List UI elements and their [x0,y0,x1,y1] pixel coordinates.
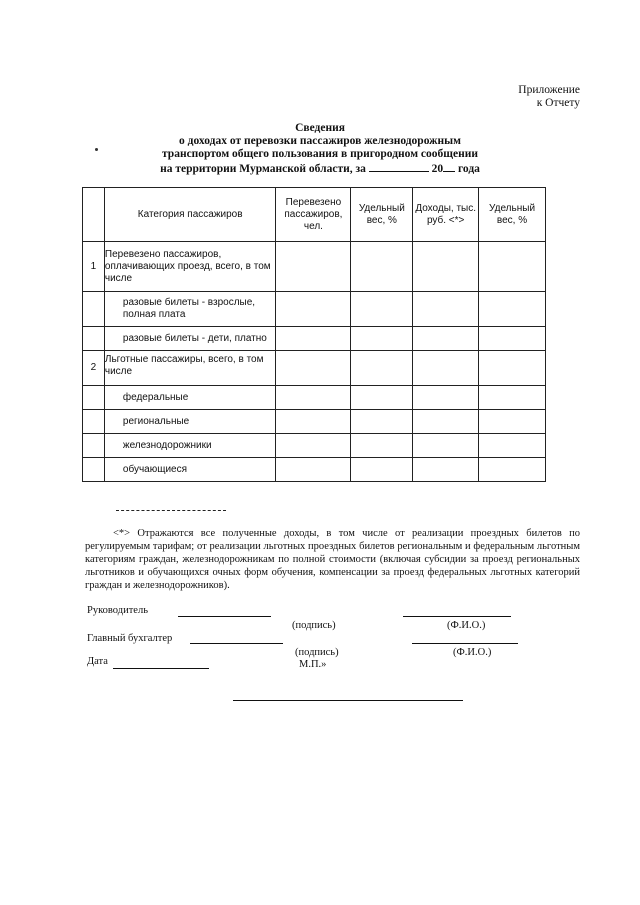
row-number: 1 [83,242,105,292]
cell-share-1[interactable] [351,410,413,434]
cell-transported[interactable] [276,434,351,458]
row-category: федеральные [104,386,276,410]
accountant-signature-line[interactable] [190,643,283,644]
cell-income[interactable] [413,242,479,292]
head-signature-line[interactable] [178,616,271,617]
head-fio-line[interactable] [403,616,511,617]
cell-share-2[interactable] [479,458,546,482]
cell-transported[interactable] [276,292,351,327]
cell-income[interactable] [413,434,479,458]
chief-accountant-label: Главный бухгалтер [87,633,173,644]
cell-share-1[interactable] [351,351,413,386]
title-line-3: транспортом общего пользования в пригородном сообщении [162,148,478,160]
cell-income[interactable] [413,292,479,327]
cell-share-1[interactable] [351,458,413,482]
row-category: региональные [104,410,276,434]
cell-income[interactable] [413,458,479,482]
header-share-2: Удельный вес, % [479,188,546,242]
cell-share-2[interactable] [479,327,546,351]
date-label: Дата [87,656,108,667]
cell-share-2[interactable] [479,242,546,292]
head-fio-caption: (Ф.И.О.) [447,620,486,631]
row-category: разовые билеты - дети, платно [104,327,276,351]
header-number [83,188,105,242]
title-line-1: Сведения [295,122,345,134]
cell-transported[interactable] [276,351,351,386]
cell-share-2[interactable] [479,434,546,458]
cell-share-2[interactable] [479,410,546,434]
title-line-4-prefix: на территории Мурманской области, за [160,163,366,175]
cell-transported[interactable] [276,386,351,410]
title-line-4 [0,161,640,176]
row-number [83,292,105,327]
row-number: 2 [83,351,105,386]
cell-income[interactable] [413,327,479,351]
row-category: железнодорожники [104,434,276,458]
header-category: Категория пассажиров [104,188,276,242]
row-number [83,410,105,434]
header-income: Доходы, тыс. руб. <*> [413,188,479,242]
cell-transported[interactable] [276,458,351,482]
footnote-text: <*> Отражаются все полученные доходы, в том числе от реализации проездных билетов по регулируемым тарифам; от реализации льготных проездных билетов региональным и федеральным льготным категориям граждан, железнодорожникам по полной стоимости (включая субсидии за проезд региональных льготников и обучающихся очных форм обучения, компенсации за проезд федеральных льготных категорий граждан и железнодорожников). [85,528,580,591]
footnote-divider [116,510,226,511]
cell-income[interactable] [413,351,479,386]
head-signature-caption: (подпись) [292,620,336,631]
cell-income[interactable] [413,386,479,410]
cell-share-2[interactable] [479,351,546,386]
cell-share-2[interactable] [479,292,546,327]
cell-share-1[interactable] [351,292,413,327]
cell-transported[interactable] [276,327,351,351]
table-row [83,458,546,482]
head-label: Руководитель [87,605,148,616]
row-number [83,327,105,351]
cell-share-2[interactable] [479,386,546,410]
row-category: обучающиеся [104,458,276,482]
table-row [83,386,546,410]
table-row [83,434,546,458]
table-row [83,292,546,327]
table-row [83,327,546,351]
date-line[interactable] [113,668,209,669]
row-category: Перевезено пассажиров, оплачивающих проезд, всего, в том числе [104,242,276,292]
passenger-income-table [82,187,546,482]
stamp-mark: М.П.» [299,659,327,670]
title-line-2: о доходах от перевозки пассажиров железнодорожным [179,135,461,147]
cell-share-1[interactable] [351,327,413,351]
cell-income[interactable] [413,410,479,434]
accountant-signature-caption: (подпись) [295,647,339,658]
title-year-prefix: 20 [431,163,444,175]
cell-share-1[interactable] [351,434,413,458]
row-category: разовые билеты - взрослые, полная плата [104,292,276,327]
appendix-line-2: к Отчету [536,97,580,109]
cell-share-1[interactable] [351,242,413,292]
accountant-fio-caption: (Ф.И.О.) [453,647,492,658]
table-header-row [83,188,546,242]
year-blank[interactable] [443,161,455,172]
row-number [83,434,105,458]
accountant-fio-line[interactable] [412,643,518,644]
row-number [83,386,105,410]
header-share-1: Удельный вес, % [351,188,413,242]
title-line-4-suffix: года [457,163,480,175]
cell-transported[interactable] [276,242,351,292]
period-blank[interactable] [369,161,429,172]
cell-share-1[interactable] [351,386,413,410]
row-number [83,458,105,482]
appendix-line-1: Приложение [518,84,580,96]
bottom-rule [233,700,463,701]
document-title [0,122,640,176]
table-row [83,351,546,386]
table-row [83,242,546,292]
appendix-note [518,84,580,110]
table-row [83,410,546,434]
cell-transported[interactable] [276,410,351,434]
row-category: Льготные пассажиры, всего, в том числе [104,351,276,386]
header-transported: Перевезено пассажиров, чел. [276,188,351,242]
